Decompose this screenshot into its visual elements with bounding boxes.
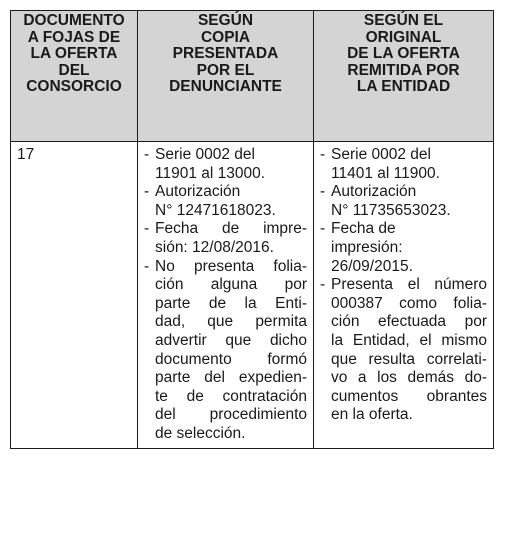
text-line: Presenta el número [331,276,487,294]
text-line: 26/09/2015. [331,257,413,275]
header-original [314,11,494,142]
header-line: LA ENTIDAD [356,78,451,96]
text-line: de selección. [155,424,246,442]
header-line: DENUNCIANTE [169,78,282,96]
text-line: Fecha de [331,220,396,238]
list-item [320,146,487,183]
table-row [11,142,494,449]
list-item [144,258,307,444]
list-item [144,146,307,183]
header-line: PRESENTADA [172,45,279,63]
text-line: Autorización [155,183,241,201]
text-line: 000387 como folia- [331,294,487,312]
text-line: la Entidad, el mismo [331,331,487,349]
cell-copia [138,142,314,449]
dash-bullet: - [144,220,150,238]
cell-original [314,142,494,449]
text-line: Autorización [331,183,417,201]
header-line: A FOJAS DE [27,28,121,46]
text-line: documento formó [155,350,307,368]
text-line: N° 11735653023. [331,201,451,219]
header-line: DE LA OFERTA [347,45,460,63]
text-line: ción efectuada por [331,313,487,331]
header-copia [138,11,314,142]
header-line: SEGÚN [197,12,254,29]
text-line: vo a los demás do- [331,369,487,387]
text-line: advertir que dicho [155,331,307,349]
header-documento [11,11,138,142]
dash-bullet: - [320,220,326,238]
text-line: que resulta correlati- [331,350,487,368]
list-item [144,183,307,220]
header-row [11,11,494,142]
header-line: SEGÚN EL [363,12,444,29]
header-line: POR EL [196,61,255,79]
original-list [320,146,487,425]
text-line: N° 12471618023. [155,201,276,219]
text-line: parte del expedien- [155,369,307,387]
dash-bullet: - [144,183,150,201]
header-line: DEL [58,61,90,79]
text-line: Serie 0002 del [331,146,431,163]
header-line: ORIGINAL [365,28,442,46]
text-line: Fecha de impre- [155,220,307,238]
comparison-table [10,10,494,449]
header-line: REMITIDA POR [347,61,460,79]
dash-bullet: - [320,276,326,294]
text-line: cumentos obrantes [331,387,487,405]
text-line: No presenta folia- [155,257,307,275]
text-line: en la oferta. [331,406,413,424]
text-line: te de contratación [155,387,307,405]
text-line: Serie 0002 del [155,146,255,163]
cell-documento [11,142,138,449]
text-line: dad, que permita [155,313,307,331]
text-line: sión: 12/08/2016. [155,238,274,256]
list-item [320,183,487,220]
list-item [320,220,487,276]
dash-bullet: - [320,146,326,163]
text-line: ción alguna por [155,276,307,294]
copia-list [144,146,307,444]
text-line: del procedimiento [155,406,307,424]
list-item [320,276,487,425]
dash-bullet: - [144,146,150,163]
header-line: COPIA [200,28,251,46]
dash-bullet: - [144,257,150,275]
dash-bullet: - [320,183,326,201]
header-line: CONSORCIO [26,78,122,96]
text-line: parte de la Enti- [155,294,307,312]
documento-number: 17 [17,146,35,163]
text-line: impresión: [331,238,403,256]
header-line: DOCUMENTO [23,12,125,29]
text-line: 11401 al 11900. [331,164,440,182]
text-line: 11901 al 13000. [155,164,266,182]
header-line: LA OFERTA [30,45,118,63]
list-item [144,220,307,257]
